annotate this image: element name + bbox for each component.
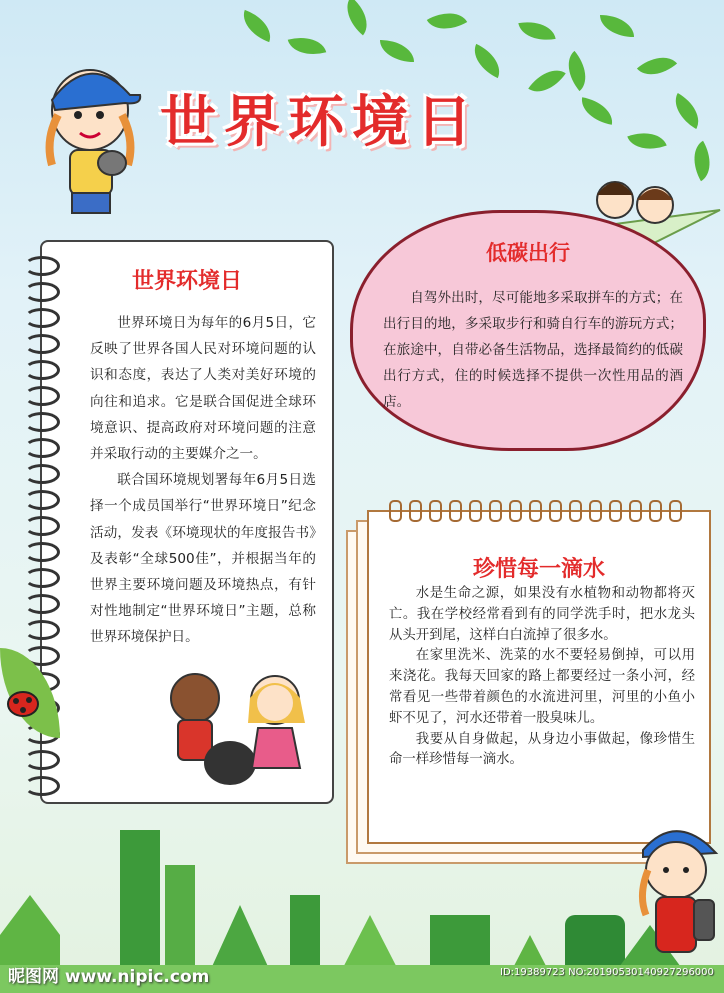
notebook-paragraph: 联合国环境规划署每年6月5日选择一个成员国举行“世界环境日”纪念活动，发表《环境现状的年度报告书》及表彰“全球500佳”，并根据当年的世界主要环境问题及环境热点，有针对性地制定“世界环境日”主题，总称世界环境保护日。	[90, 472, 316, 646]
save-water-paragraph: 水是生命之源，如果没有水植物和动物都将灭亡。我在学校经常看到有的同学洗手时，把水龙头从头开到尾，这样白白流掉了很多水。	[389, 586, 695, 643]
notebook-paragraph: 世界环境日为每年的6月5日，它反映了世界各国人民对环境问题的认识和态度，表达了人类对美好环境的向往和追求。它是联合国促进全球环境意识、提高政府对环境问题的注意并采取行动的主要媒介之一。	[90, 315, 316, 463]
ladybug-icon	[5, 688, 41, 718]
low-carbon-heading: 低碳出行	[486, 241, 570, 265]
page-title: 世界环境日	[160, 89, 480, 155]
image-id: ID:19389723 NO:20190530140927296000	[500, 967, 714, 978]
paper-card-save-water	[367, 510, 711, 844]
kid-backpack-illustration	[628, 815, 724, 965]
watermark: 昵图网 www.nipic.com	[8, 967, 210, 987]
low-carbon-body: 自驾外出时，尽可能地多采取拼车的方式；在出行目的地，多采取步行和骑自行车的游玩方式；在旅途中，自带必备生活物品，选择最简约的低碳出行方式，住的时候选择不提供一次性用品的酒店。	[383, 290, 683, 410]
kids-recycling-illustration	[160, 668, 330, 798]
cloud-card-low-carbon	[350, 210, 706, 451]
notebook-body	[90, 310, 316, 651]
save-water-body	[389, 584, 695, 771]
save-water-heading: 珍惜每一滴水	[472, 557, 605, 582]
notebook-heading: 世界环境日	[131, 269, 242, 294]
save-water-paragraph: 在家里洗米、洗菜的水不要轻易倒掉，可以用来浇花。我每天回家的路上都要经过一条小河，经常看见一些带着颜色的水流进河里，河里的小鱼小虾不见了，河水还带着一股臭味儿。	[389, 648, 695, 726]
save-water-paragraph: 我要从自身做起，从身边小事做起，像珍惜生命一样珍惜每一滴水。	[389, 731, 695, 768]
kid-cap-illustration	[30, 55, 150, 220]
